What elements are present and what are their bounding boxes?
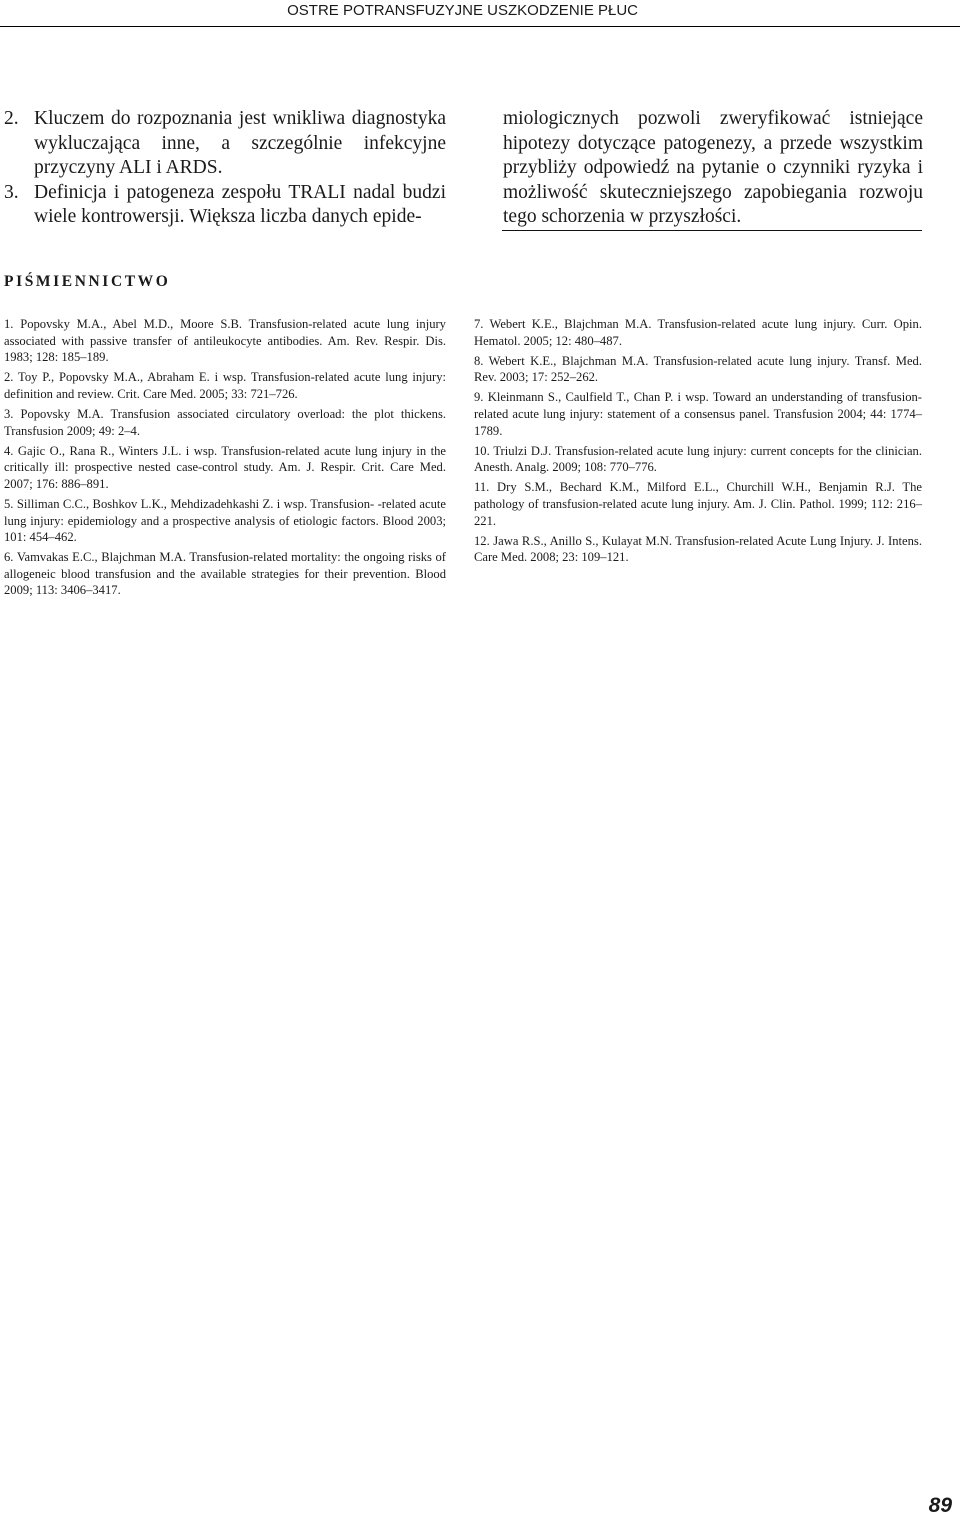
column-end-divider: [502, 230, 922, 231]
reference-item: [4, 549, 446, 599]
reference-text: Dry S.M., Bechard K.M., Milford E.L., Churchill W.H., Benjamin R.J. The pathology of transfusion-related acute lung injury. Am. J. Clin. Pathol. 1999; 112: 216–221.: [474, 480, 922, 528]
references-right-column: [474, 316, 922, 569]
reference-number: 3.: [4, 406, 14, 421]
reference-text: Popovsky M.A., Abel M.D., Moore S.B. Transfusion-related acute lung injury associated with passive transfer of antileukocyte antibodies. Am. Rev. Respir. Dis. 1983; 128: 185–189.: [4, 317, 446, 365]
reference-text: Jawa R.S., Anillo S., Kulayat M.N. Transfusion-related Acute Lung Injury. J. Intens. Care Med. 2008; 23: 109–121.: [474, 533, 922, 565]
list-item-number: 3.: [4, 181, 19, 203]
list-item: [4, 107, 446, 181]
reference-number: 1.: [4, 317, 14, 331]
reference-number: 8.: [474, 353, 484, 368]
reference-item: [4, 406, 446, 439]
reference-number: 2.: [4, 370, 14, 385]
list-item-text: Kluczem do rozpoznania jest wnikliwa diagnostyka wykluczająca inne, a szczególnie infekcyjne przyczyny ALI i ARDS.: [34, 108, 446, 178]
reference-text: Silliman C.C., Boshkov L.K., Mehdizadehkashi Z. i wsp. Transfusion- -related acute lung injury: epidemiology and a prospective analysis of etiologic factors. Blood 2003; 101: 454–462.: [4, 496, 446, 545]
reference-number: 11.: [474, 480, 490, 495]
reference-number: 10.: [474, 443, 490, 458]
reference-item: [474, 353, 922, 386]
conclusions-left-column: [4, 107, 446, 230]
reference-text: Toy P., Popovsky M.A., Abraham E. i wsp. Transfusion-related acute lung injury: definition and review. Crit. Care Med. 2005; 33: 721–726.: [4, 370, 446, 401]
references-heading: PIŚMIENNICTWO: [4, 273, 171, 290]
reference-item: [4, 316, 446, 366]
conclusions-list: [4, 107, 446, 230]
reference-number: 7.: [474, 317, 484, 331]
page-number: 89: [928, 1494, 952, 1517]
reference-text: Webert K.E., Blajchman M.A. Transfusion-related acute lung injury. Transf. Med. Rev. 2003; 17: 252–262.: [474, 353, 922, 385]
reference-number: 12.: [474, 533, 490, 548]
reference-item: [474, 389, 922, 439]
reference-text: Kleinmann S., Caulfield T., Chan P. i wsp. Toward an understanding of transfusion-related acute lung injury: statement of a consensus panel. Transfusion 2004; 44: 1774–1789.: [474, 390, 922, 438]
list-item: [4, 181, 446, 230]
reference-item: [474, 316, 922, 349]
running-header: [0, 0, 960, 27]
reference-item: [474, 533, 922, 566]
continued-paragraph: miologicznych pozwoli zweryfikować istniejące hipotezy dotyczące patogenezy, a przede wszystkim przybliży odpowiedź na pytanie o czynniki ryzyka i możliwość skuteczniejszego zapobiegania rozwoju tego schorzenia w przyszłości.: [503, 108, 923, 227]
reference-text: Gajic O., Rana R., Winters J.L. i wsp. Transfusion-related acute lung injury in the critically ill: prospective nested case-control study. Am. J. Respir. Crit. Care Med. 2007; 176: 886–891.: [4, 443, 446, 491]
reference-number: 4.: [4, 443, 14, 458]
header-divider: [0, 26, 960, 27]
list-item-text: Definicja i patogeneza zespołu TRALI nadal budzi wiele kontrowersji. Większa liczba danych epide-: [34, 181, 446, 227]
running-title: OSTRE POTRANSFUZYJNE USZKODZENIE PŁUC: [287, 2, 638, 19]
reference-number: 6.: [4, 550, 14, 565]
reference-number: 5.: [4, 496, 14, 511]
reference-item: [4, 443, 446, 493]
reference-item: [474, 443, 922, 476]
references-left-column: [4, 316, 446, 603]
reference-item: [4, 496, 446, 546]
reference-item: [4, 369, 446, 402]
reference-text: Vamvakas E.C., Blajchman M.A. Transfusion-related mortality: the ongoing risks of allogeneic blood transfusion and the available strategies for their prevention. Blood 2009; 113: 3406–3417.: [4, 550, 446, 598]
conclusions-right-column: [503, 107, 923, 230]
reference-text: Webert K.E., Blajchman M.A. Transfusion-related acute lung injury. Curr. Opin. Hematol. 2005; 12: 480–487.: [474, 317, 922, 348]
reference-number: 9.: [474, 390, 484, 405]
reference-text: Popovsky M.A. Transfusion associated circulatory overload: the plot thickens. Transfusion 2009; 49: 2–4.: [4, 406, 446, 438]
list-item-number: 2.: [4, 108, 19, 129]
reference-text: Triulzi D.J. Transfusion-related acute lung injury: current concepts for the clinician. Anesth. Analg. 2009; 108: 770–776.: [474, 443, 922, 475]
reference-item: [474, 479, 922, 529]
